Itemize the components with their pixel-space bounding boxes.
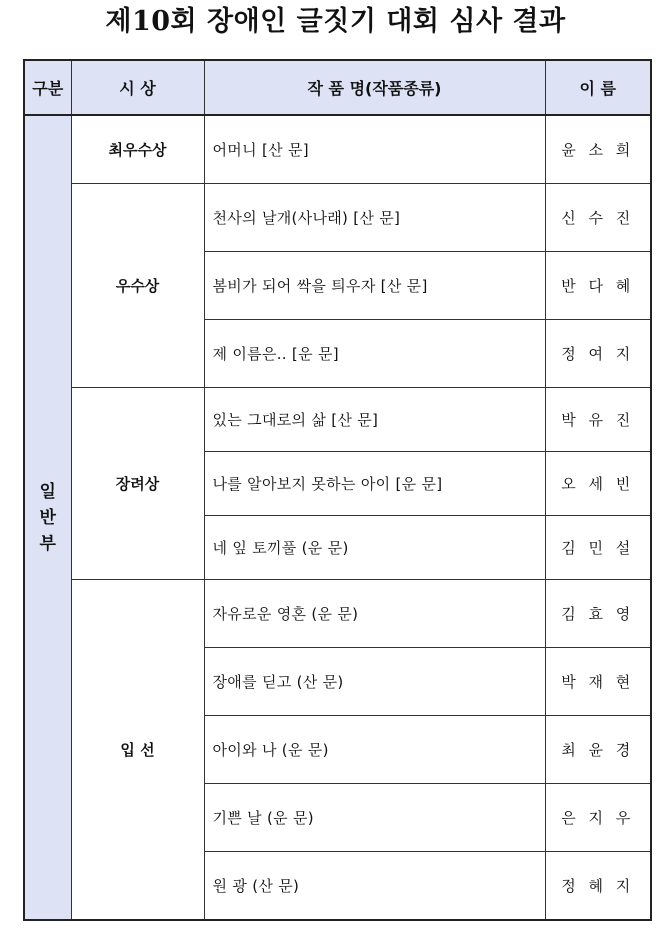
work-title: 봄비가 되어 싹을 틔우자 [산 문] (204, 252, 545, 320)
page-title: 제10회 장애인 글짓기 대회 심사 결과 (105, 6, 566, 37)
table-row (24, 388, 651, 452)
header-work: 작 품 명(작품종류) (204, 60, 545, 115)
work-title: 아이와 나 (운 문) (204, 716, 545, 784)
work-title: 자유로운 영혼 (운 문) (204, 580, 545, 648)
work-title: 장애를 딛고 (산 문) (204, 648, 545, 716)
author-name: 은 지 우 (545, 784, 651, 852)
author-name: 박 재 현 (545, 648, 651, 716)
author-name: 정 여 지 (545, 320, 651, 388)
author-name: 정 혜 지 (545, 852, 651, 921)
award-cell: 최우수상 (71, 115, 204, 184)
award-cell: 우수상 (71, 184, 204, 388)
author-name: 김 효 영 (545, 580, 651, 648)
work-title: 네 잎 토끼풀 (운 문) (204, 516, 545, 580)
work-title: 천사의 날개(사나래) [산 문] (204, 184, 545, 252)
header-name: 이 름 (545, 60, 651, 115)
header-row (24, 60, 651, 115)
work-title: 제 이름은.. [운 문] (204, 320, 545, 388)
header-category: 구분 (24, 60, 71, 115)
category-char: 일 (39, 481, 56, 502)
work-title: 기쁜 날 (운 문) (204, 784, 545, 852)
work-title: 어머니 [산 문] (204, 115, 545, 184)
author-name: 신 수 진 (545, 184, 651, 252)
results-table (23, 59, 652, 921)
category-cell (24, 115, 71, 920)
award-cell: 장려상 (71, 388, 204, 580)
author-name: 반 다 혜 (545, 252, 651, 320)
category-char: 부 (39, 533, 56, 554)
author-name: 윤 소 희 (545, 115, 651, 184)
author-name: 오 세 빈 (545, 452, 651, 516)
work-title: 있는 그대로의 삶 [산 문] (204, 388, 545, 452)
table-row (24, 580, 651, 648)
table-row (24, 184, 651, 252)
award-cell: 입 선 (71, 580, 204, 921)
table-row (24, 115, 651, 184)
author-name: 김 민 설 (545, 516, 651, 580)
work-title: 나를 알아보지 못하는 아이 [운 문] (204, 452, 545, 516)
category-char: 반 (39, 507, 56, 528)
header-award: 시 상 (71, 60, 204, 115)
author-name: 박 유 진 (545, 388, 651, 452)
work-title: 원 광 (산 문) (204, 852, 545, 921)
author-name: 최 윤 경 (545, 716, 651, 784)
